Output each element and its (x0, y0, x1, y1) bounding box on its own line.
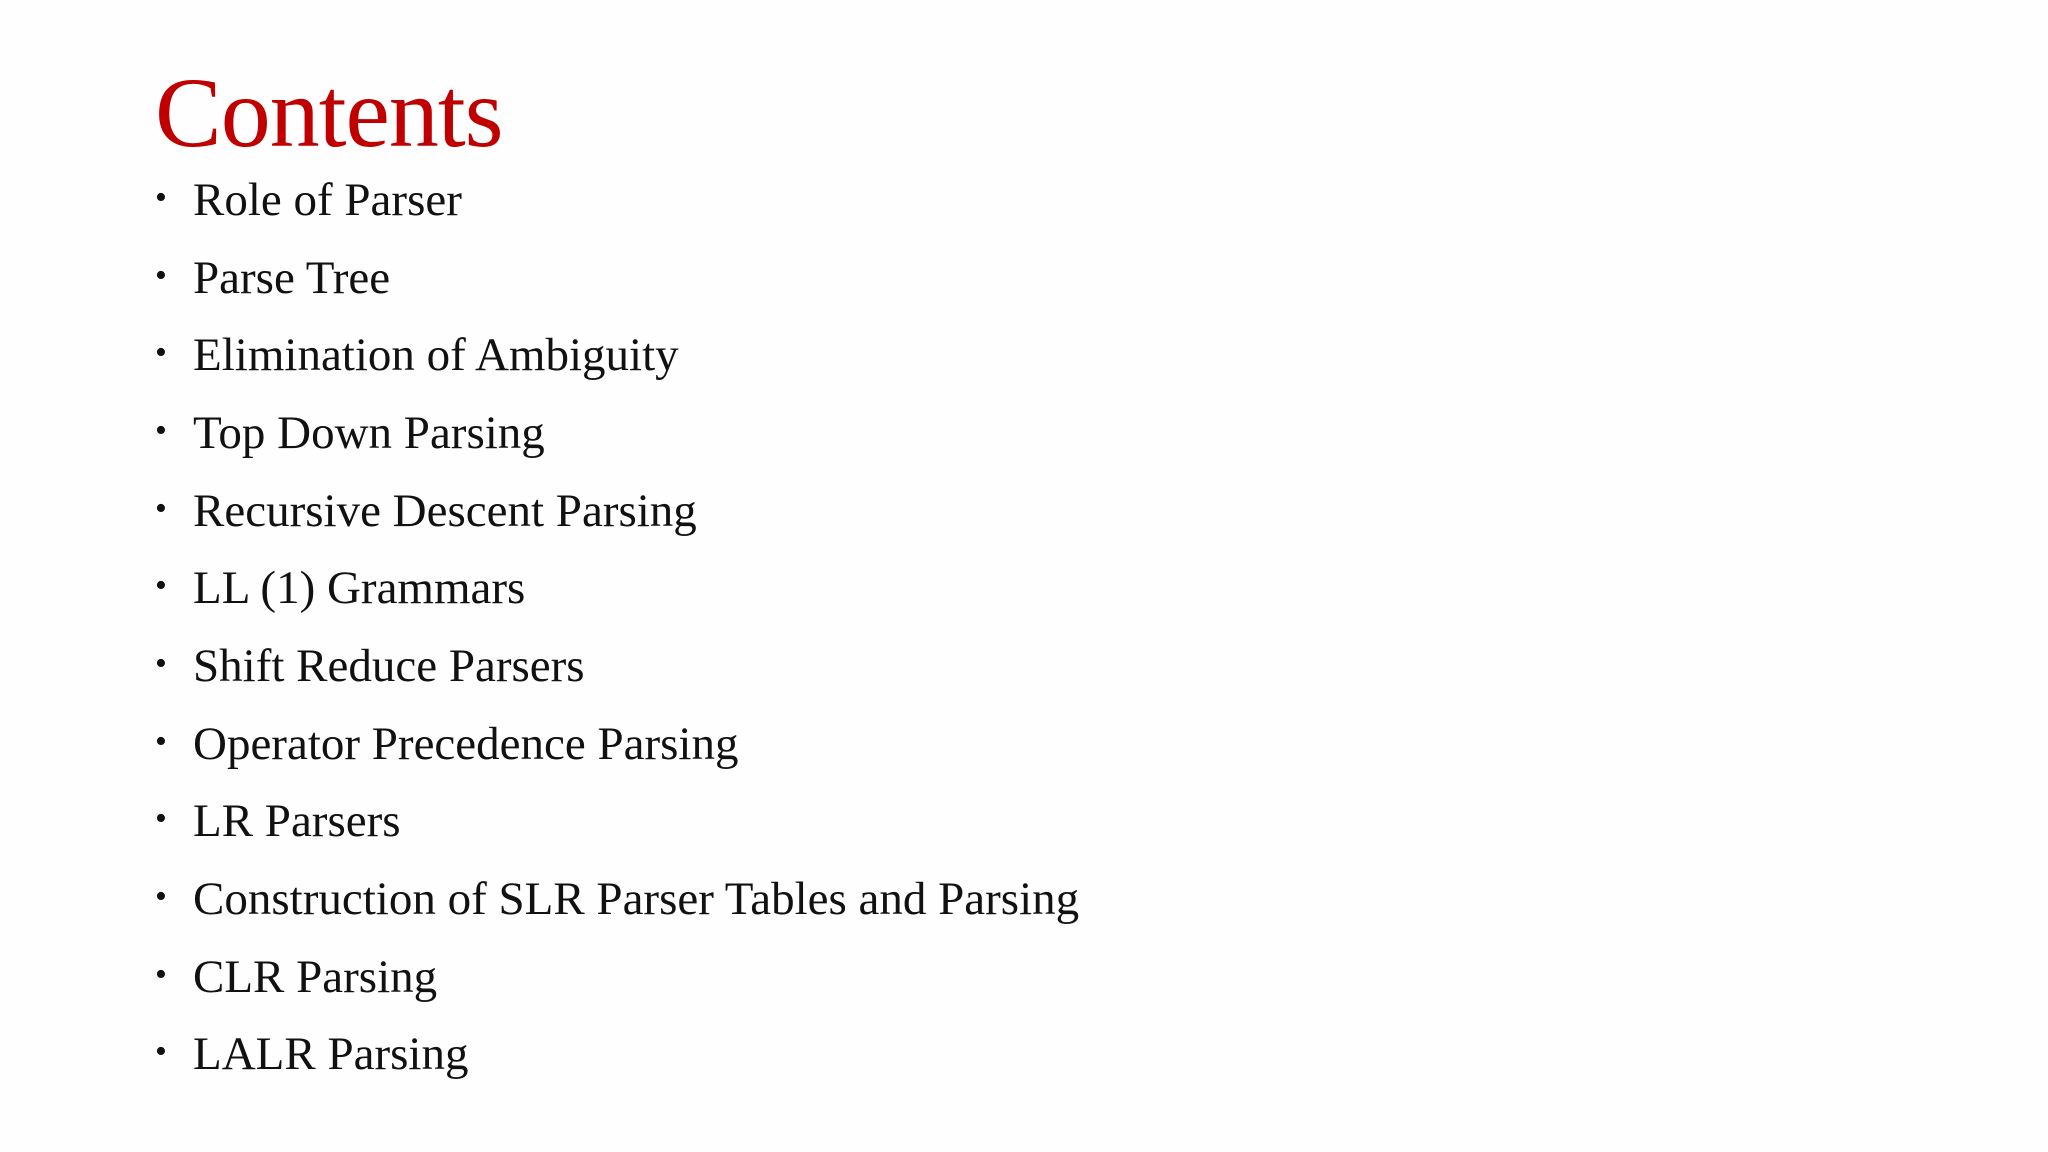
list-item (155, 472, 1079, 550)
list-item (155, 938, 1079, 1016)
list-item (155, 549, 1079, 627)
list-item-text: Shift Reduce Parsers (193, 639, 585, 692)
list-item-text: Operator Precedence Parsing (193, 717, 739, 770)
list-item (155, 161, 1079, 239)
bullet-icon: • (155, 567, 167, 605)
bullet-icon: • (155, 722, 167, 760)
list-item-text: LALR Parsing (193, 1028, 469, 1081)
list-item-text: LL (1) Grammars (193, 562, 526, 615)
list-item-text: CLR Parsing (193, 950, 438, 1003)
list-item-text: Recursive Descent Parsing (193, 484, 697, 537)
list-item (155, 316, 1079, 394)
bullet-icon: • (155, 1033, 167, 1071)
contents-list (155, 161, 1079, 1093)
list-item (155, 860, 1079, 938)
bullet-icon: • (155, 878, 167, 916)
list-item (155, 627, 1079, 705)
bullet-icon: • (155, 334, 167, 372)
list-item (155, 705, 1079, 783)
list-item (155, 1016, 1079, 1094)
bullet-icon: • (155, 800, 167, 838)
slide-title: Contents (155, 57, 503, 168)
list-item (155, 783, 1079, 861)
list-item-text: Construction of SLR Parser Tables and Parsing (193, 873, 1080, 926)
list-item-text: Top Down Parsing (193, 406, 545, 459)
list-item-text: Parse Tree (193, 251, 391, 304)
list-item (155, 239, 1079, 317)
list-item-text: Role of Parser (193, 173, 462, 226)
list-item (155, 394, 1079, 472)
bullet-icon: • (155, 256, 167, 294)
list-item-text: LR Parsers (193, 795, 401, 848)
bullet-icon: • (155, 955, 167, 993)
bullet-icon: • (155, 178, 167, 216)
bullet-icon: • (155, 411, 167, 449)
list-item-text: Elimination of Ambiguity (193, 329, 679, 382)
bullet-icon: • (155, 489, 167, 527)
bullet-icon: • (155, 644, 167, 682)
